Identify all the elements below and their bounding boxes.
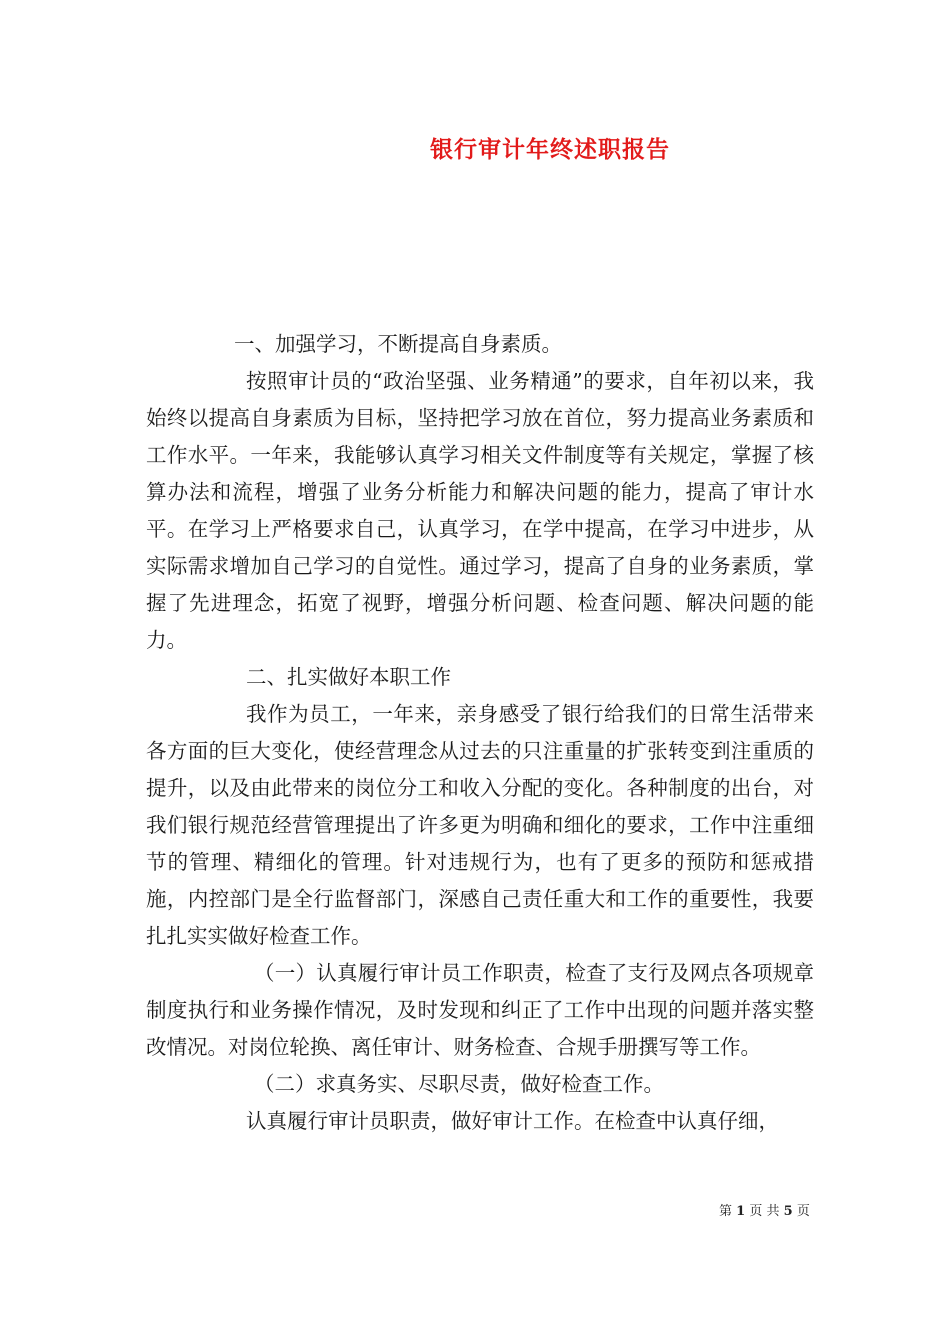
footer-prefix: 第 <box>719 1204 733 1219</box>
footer-total-pages: 5 <box>783 1204 793 1219</box>
document-body <box>146 326 814 1140</box>
footer-suffix: 页 <box>796 1204 810 1219</box>
paragraph-duties: 我作为员工，一年来，亲身感受了银行给我们的日常生活带来各方面的巨大变化，使经营理念从过去的只注重量的扩张转变到注重质的提升，以及由此带来的岗位分工和收入分配的变化。各种制度的出台，对我们银行规范经营管理提出了许多更为明确和细化的要求，工作中注重细节的管理、精细化的管理。针对违规行为，也有了更多的预防和惩戒措施，内控部门是全行监督部门，深感自己责任重大和工作的重要性，我要扎扎实实做好检查工作。 <box>146 702 814 948</box>
paragraph-sub-2: （二）求真务实、尽职尽责，做好检查工作。 <box>254 1072 664 1096</box>
section-heading-1: 一、加强学习，不断提高自身素质。 <box>234 332 562 356</box>
document-title: 银行审计年终述职报告 <box>430 136 670 163</box>
page-number-footer <box>719 1203 810 1221</box>
paragraph-sub-1: （一）认真履行审计员工作职责，检查了支行及网点各项规章制度执行和业务操作情况，及时发现和纠正了工作中出现的问题并落实整改情况。对岗位轮换、离任审计、财务检查、合规手册撰写等工作。 <box>146 961 814 1059</box>
footer-current-page: 1 <box>736 1204 746 1219</box>
footer-middle: 页 共 <box>749 1204 780 1219</box>
paragraph-study: 按照审计员的“政治坚强、业务精通”的要求，自年初以来，我始终以提高自身素质为目标，坚持把学习放在首位，努力提高业务素质和工作水平。一年来，我能够认真学习相关文件制度等有关规定，掌握了核算办法和流程，增强了业务分析能力和解决问题的能力，提高了审计水平。在学习上严格要求自己，认真学习，在学中提高，在学习中进步，从实际需求增加自己学习的自觉性。通过学习，提高了自身的业务素质，掌握了先进理念，拓宽了视野，增强分析问题、检查问题、解决问题的能力。 <box>146 369 814 652</box>
paragraph-audit: 认真履行审计员职责，做好审计工作。在检查中认真仔细， <box>246 1109 779 1133</box>
section-heading-2: 二、扎实做好本职工作 <box>246 665 451 689</box>
